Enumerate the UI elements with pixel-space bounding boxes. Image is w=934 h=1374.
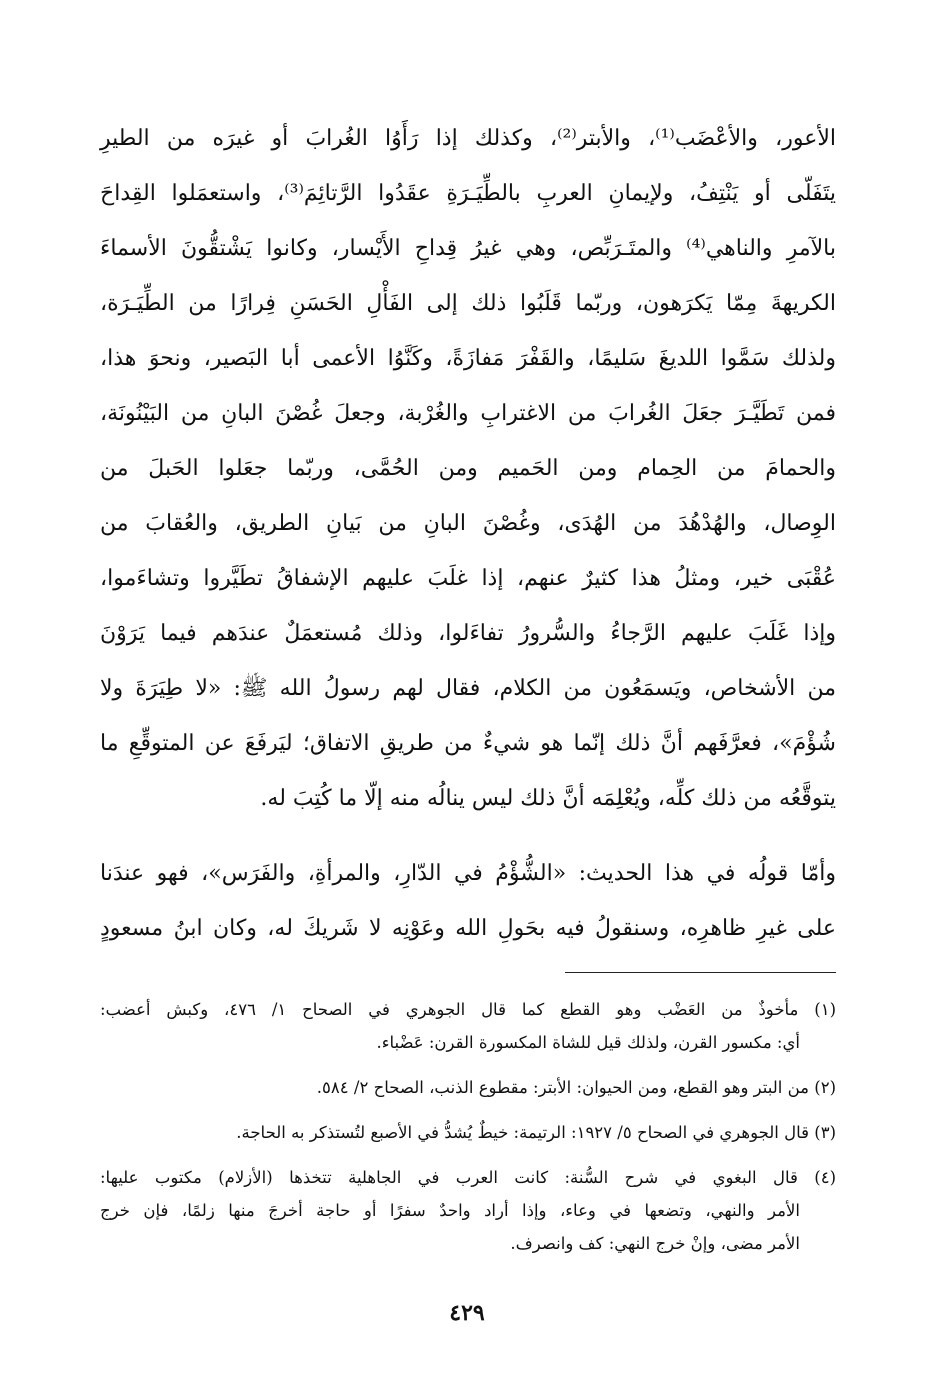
text-line: من الأشخاص، ويَسمَعُون من الكلام، فقال لهم رسولُ الله ﷺ: «لا طِيَرَةَ ولا [100, 676, 836, 701]
text-line: يتوقَّعُه من ذلك كلِّه، ويُعْلِمَه أنَّ ذلك ليس ينالُه منه إلّا ما كُتِبَ له. [260, 786, 836, 811]
text-line: وأمّا قولُه في هذا الحديث: «الشُّؤْمُ في الدّارِ، والمرأةِ، والفَرَس»، فهو عندَنا [100, 861, 836, 886]
text-line: بالآمرِ والناهي⁽⁴⁾ والمتَـرَبِّص، وهي غيرُ قِداحِ الأَيْسار، وكانوا يَشْتقُّونَ الأسماءَ [100, 236, 836, 261]
footnote-line: الأمر والنهي، وتضعها في وعاء، وإذا أراد واحدٌ سفرًا أو حاجة أخرجَ منها زلمًا، فإن خرج [100, 1201, 800, 1220]
text-line: يتَفَلّى أو يَنْتِفُ، ولإيمانِ العربِ بالطِّيَـرَةِ عقَدُوا الرَّتائِمَ⁽³⁾، واستعمَلوا القِداحَ [100, 181, 837, 206]
main-text [100, 116, 836, 961]
footnote-line: (٤) قال البغوي في شرح السُّنة: كانت العرب في الجاهلية تتخذها (الأزلام) مكتوب عليها: [100, 1168, 836, 1187]
footnote-line: (٣) قال الجوهري في الصحاح ٥/ ١٩٢٧: الرتيمة: خيطٌ يُشدُّ في الأصبع لتُستذكر به الحاجة. [236, 1123, 836, 1142]
footnote-line: الأمر مضى، وإنْ خرج النهي: كف وانصرف. [510, 1234, 800, 1253]
text-line: الأعور، والأعْضَب⁽¹⁾، والأبتر⁽²⁾، وكذلك إذا رَأَوُا الغُرابَ أو غيرَه من الطيرِ [100, 126, 836, 151]
text-line: الوِصال، والهُدْهُدَ من الهُدَى، وغُصْنَ البانِ من بَيانِ الطريق، والعُقابَ من [100, 511, 836, 536]
footnotes [100, 995, 836, 1262]
text-line: عُقْبَى خير، ومثلُ هذا كثيرٌ عنهم، إذا غلَبَ عليهم الإشفاقُ تطَيَّروا وتشاءَموا، [100, 566, 836, 591]
text-line: ولذلك سَمَّوا اللديغَ سَليمًا، والقَفْرَ مَفازَةً، وكَنَّوُا الأعمى أبا البَصير، ونحوَ هذا، [100, 346, 836, 371]
text-line: على غيرِ ظاهرِه، وسنقولُ فيه بحَولِ الله وعَوْنِه لا شَريكَ له، وكان ابنُ مسعودٍ [100, 916, 836, 941]
text-line: والحمامَ من الحِمام ومن الحَميم ومن الحُمَّى، وربّما جعَلوا الحَبلَ من [100, 456, 836, 481]
text-line: شُؤْمَ»، فعرَّفَهم أنَّ ذلك إنّما هو شيءٌ من طريقِ الاتفاق؛ ليَرفَعَ عن المتوقِّعِ ما [100, 731, 836, 756]
footnote-line: (١) مأخوذٌ من العَضْب وهو القطع كما قال الجوهري في الصحاح ١/ ٤٧٦، وكبش أعضب: [100, 1000, 836, 1019]
footnote-line: أي: مكسور القرن، ولذلك قيل للشاة المكسورة القرن: عَضْباء. [376, 1033, 800, 1052]
text-line: وإذا غَلَبَ عليهم الرَّجاءُ والسُّرورُ تفاءَلوا، وذلك مُستعمَلٌ عندَهم فيما يَرَوْنَ [100, 621, 836, 646]
text-line: الكريهةَ مِمّا يَكرَهون، وربّما قَلَبُوا ذلك إلى الفَأْلِ الحَسَنِ فِرارًا من الطِّيَـرَة، [100, 291, 836, 316]
text-line: فمن تَطَيَّـرَ جعَلَ الغُرابَ من الاغترابِ والغُرْبة، وجعلَ غُصْنَ البانِ من البَيْنُونَة، [100, 401, 836, 426]
page-number: ٤٢٩ [449, 1300, 485, 1326]
footnote-separator [565, 972, 836, 973]
footnote-line: (٢) من البتر وهو القطع، ومن الحيوان: الأبتر: مقطوع الذنب، الصحاح ٢/ ٥٨٤. [316, 1078, 836, 1097]
